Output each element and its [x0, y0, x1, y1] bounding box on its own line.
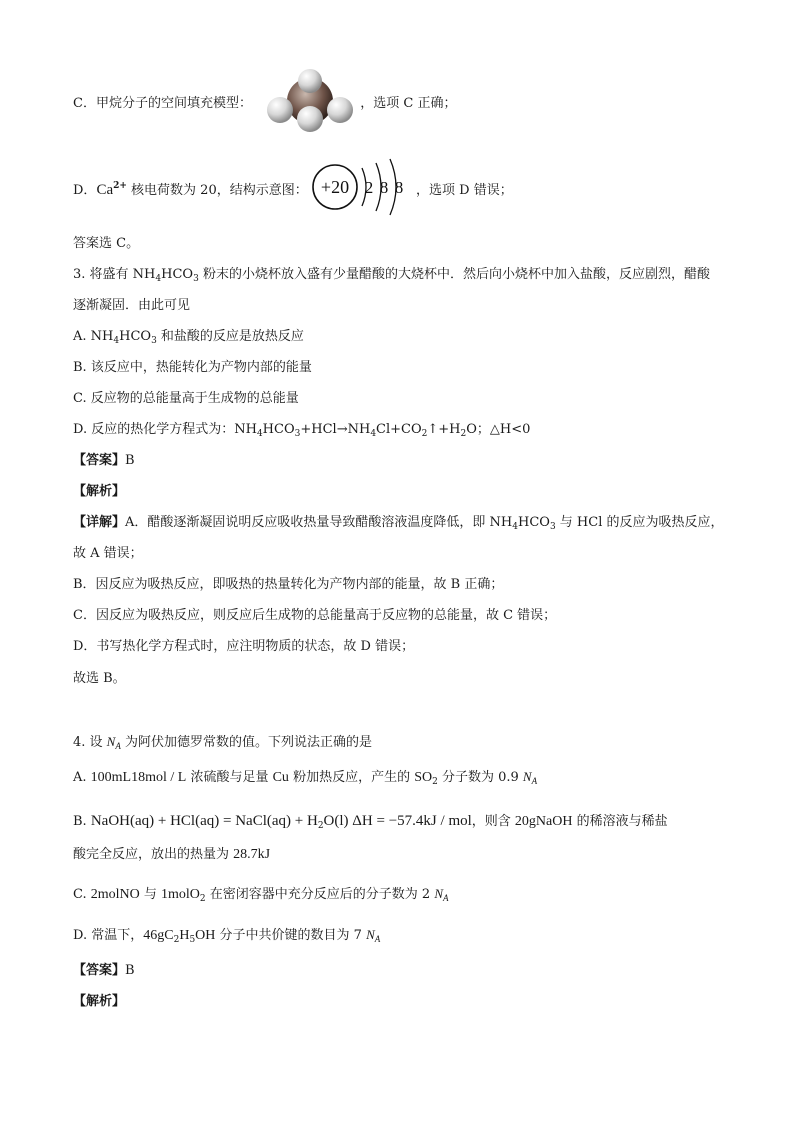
q4-opt-part: A. [73, 770, 91, 785]
q4-opt-part: 分子数为 0.9 [437, 770, 523, 785]
q3-opt-part: A. NH [73, 329, 114, 344]
q4-opt-math: 1molO [161, 887, 200, 902]
q3-option-d [73, 421, 530, 443]
q4-opt-part: 浓硫酸与足量 [186, 770, 273, 785]
sub: 4 [155, 274, 162, 284]
na-symbol: N [434, 886, 443, 901]
q4-option-c [73, 885, 448, 908]
q3-option-c: C. 反应物的总能量高于生成物的总能量 [73, 391, 299, 406]
option-d-ca-line [73, 177, 513, 200]
q3-stem-part: HCO [161, 267, 194, 282]
answer-value: B [125, 453, 135, 468]
q4-stem-part: 为阿伏加德罗常数的值。下列说法正确的是 [120, 735, 372, 750]
q3-stem-line2: 逐渐凝固．由此可见 [73, 298, 191, 313]
q4-option-a [73, 768, 537, 791]
detail-part: HCO [517, 515, 550, 530]
shell-1-electrons: 2 [364, 178, 374, 197]
answer-tag: 【答案】 [73, 963, 126, 978]
ca-charge: 2+ [113, 181, 127, 191]
q3-option-b: B. 该反应中，热能转化为产物内部的能量 [73, 360, 312, 375]
na-symbol: N [522, 769, 532, 784]
q4-opt-part: 的稀溶液与稀盐 [572, 814, 668, 829]
q3-answer [73, 452, 135, 470]
q3-detail-d: D．书写热化学方程式时，应注明物质的状态，故 D 错误； [73, 639, 415, 654]
q3-detail-line2: 故 A 错误； [73, 546, 143, 561]
q3-stem-part: 粉末的小烧杯放入盛有少量醋酸的大烧杯中．然后向小烧杯中加入盐酸，反应剧烈，醋酸 [198, 267, 710, 282]
q4-option-d [73, 926, 380, 949]
ca-ion: Ca [96, 182, 114, 198]
q3-analysis-tag [73, 483, 125, 501]
q4-analysis-tag [73, 993, 125, 1011]
q4-opt-math: 46gC [143, 928, 174, 943]
shell-2-electrons: 8 [379, 178, 389, 197]
na-symbol: N [106, 734, 116, 749]
q4-opt-part: ，则含 [471, 814, 515, 829]
previous-answer: 答案选 C。 [73, 236, 140, 251]
na-sub: A [531, 776, 538, 786]
option-c-prefix: C．甲烷分子的空间填充模型： [73, 96, 252, 111]
q4-opt-math: 2molNO [90, 887, 140, 902]
sub: 4 [370, 429, 377, 439]
sub: 3 [193, 274, 199, 284]
q3-opt-part: ↑+H [427, 422, 461, 437]
analysis-tag: 【解析】 [73, 484, 126, 499]
q4-opt-math: O(l) ΔH = −57.4kJ / mol [323, 813, 472, 829]
q4-stem [73, 733, 372, 755]
q3-opt-part: D. 反应的热化学方程式为：NH [73, 422, 257, 437]
sub: 2 [317, 821, 324, 831]
shell-3-electrons: 8 [394, 178, 404, 197]
q4-opt-part: 在密闭容器中充分反应后的分子数为 2 [205, 887, 435, 902]
answer-tag: 【答案】 [73, 453, 126, 468]
q4-stem-part: 4. 设 [73, 735, 107, 750]
q3-opt-part: HCO [119, 329, 152, 344]
sub: 3 [294, 429, 301, 439]
sub: 3 [151, 336, 157, 346]
q3-stem-line1 [73, 266, 710, 288]
q3-stem-part: 3. 将盛有 NH [73, 267, 156, 282]
sub: 4 [512, 522, 518, 532]
q4-opt-part: 与 [139, 887, 162, 902]
q4-opt-part: 粉加热反应，产生的 [288, 770, 415, 785]
q4-option-b-line2 [73, 846, 270, 864]
sub: 2 [421, 429, 428, 439]
nucleus-charge: +20 [320, 177, 350, 197]
q3-detail-line1 [73, 514, 724, 536]
na-sub: A [374, 934, 381, 944]
sub: 2 [460, 429, 467, 439]
sub: 2 [199, 894, 206, 904]
q4-opt-math: 20gNaOH [514, 814, 573, 829]
ca-ion-structure-diagram [310, 156, 412, 218]
analysis-tag: 【解析】 [73, 994, 126, 1009]
q3-opt-part: +HCl→NH [300, 422, 371, 437]
sub: 4 [113, 336, 120, 346]
q3-opt-part: HCO [262, 422, 295, 437]
option-d-suffix: ，选项 D 错误； [416, 183, 513, 198]
option-d-middle: 核电荷数为 20，结构示意图： [126, 183, 308, 198]
q4-opt-math: OH [195, 928, 216, 943]
sub: 2 [173, 935, 180, 945]
q4-opt-part: 分子中共价键的数目为 7 [215, 928, 367, 943]
q3-detail-b: B．因反应为吸热反应，即吸热的热量转化为产物内部的能量，故 B 正确； [73, 577, 504, 592]
option-d-prefix: D． [73, 183, 97, 198]
q3-detail-c: C．因反应为吸热反应，则反应后生成物的总能量高于反应物的总能量，故 C 错误； [73, 608, 557, 623]
detail-tag: 【详解】 [73, 515, 126, 530]
q3-opt-part: 和盐酸的反应是放热反应 [156, 329, 304, 344]
q4-opt-math: Cu [272, 770, 289, 785]
na-sub: A [115, 741, 121, 751]
na-symbol: N [366, 927, 375, 942]
option-c-suffix: ，选项 C 正确； [360, 96, 457, 111]
q4-opt-part: C. [73, 887, 91, 902]
answer-value: B [125, 963, 135, 978]
q4-opt-part: 酸完全反应，放出的热量为 [73, 847, 234, 862]
q3-opt-part: Cl+CO [376, 422, 422, 437]
q4-answer [73, 962, 135, 980]
q4-opt-part: B. [73, 814, 91, 829]
methane-space-filling-model [262, 68, 358, 134]
q4-option-b-line1 [73, 812, 668, 835]
na-sub: A [442, 893, 449, 903]
sub: 2 [432, 777, 438, 787]
q3-option-a [73, 328, 304, 350]
q4-opt-math: NaOH(aq) + HCl(aq) = NaCl(aq) + H [90, 813, 318, 829]
q4-opt-math: 100mL18mol / L [90, 770, 187, 785]
sub: 4 [256, 429, 263, 439]
q4-opt-math: 28.7kJ [233, 847, 271, 862]
q4-opt-math: H [179, 928, 190, 943]
detail-part: A．醋酸逐渐凝固说明反应吸收热量导致醋酸溶液温度降低，即 NH [125, 515, 513, 530]
sub: 5 [189, 935, 196, 945]
sub: 3 [549, 522, 556, 532]
q4-opt-math: SO [414, 770, 433, 785]
q3-conclusion: 故选 B。 [73, 671, 126, 686]
q4-opt-part: D. 常温下， [73, 928, 144, 943]
q3-opt-part: O；△H<0 [466, 422, 531, 437]
detail-part: 与 HCl 的反应为吸热反应， [555, 515, 724, 530]
